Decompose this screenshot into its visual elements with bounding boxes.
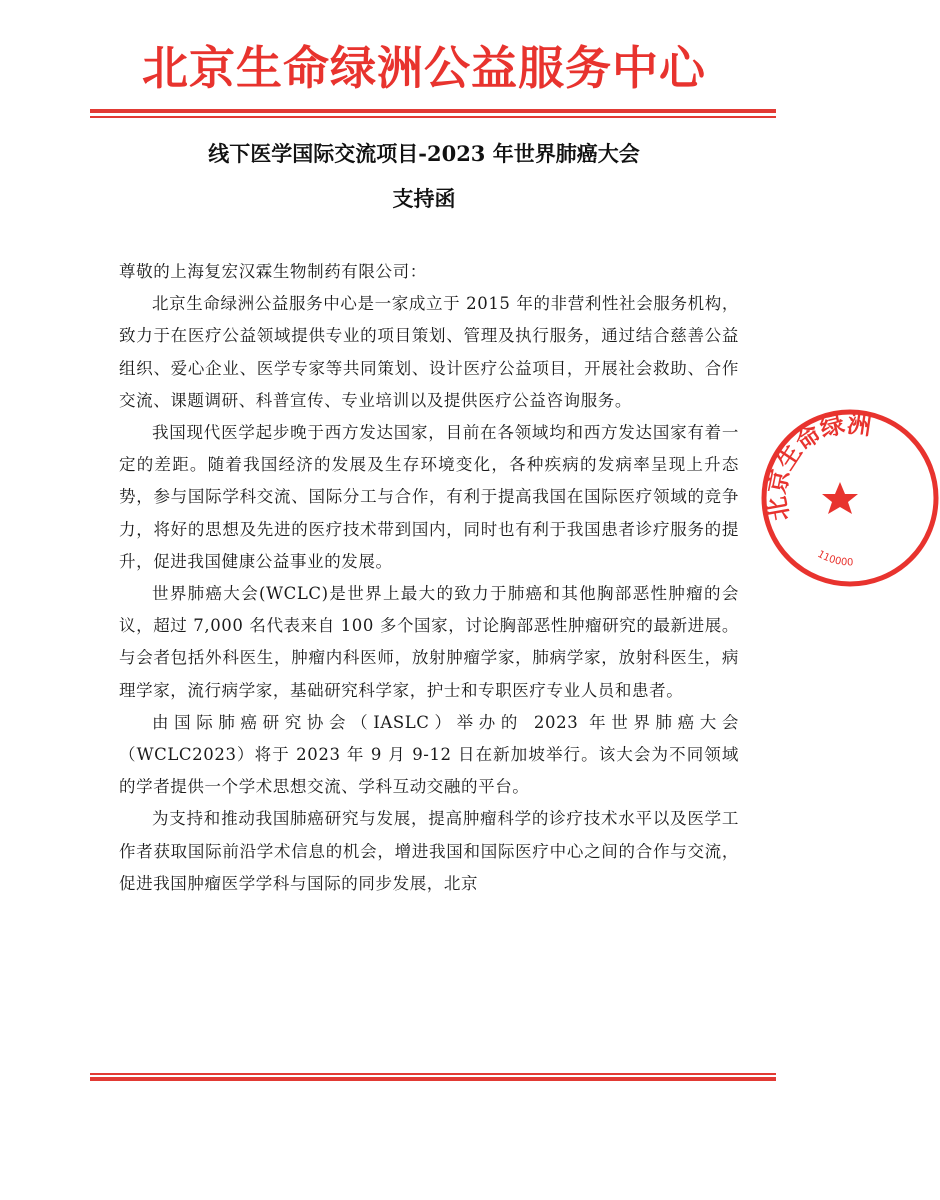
official-seal-stamp [760,408,940,588]
footer-rule-bottom [90,1077,776,1081]
document-title: 线下医学国际交流项目-2023 年世界肺癌大会 [208,141,640,166]
paragraph: 北京生命绿洲公益服务中心是一家成立于 2015 年的非营利性社会服务机构，致力于在医疗公益领域提供专业的项目策划、管理及执行服务，通过结合慈善公益组织、爱心企业、医学专家等共同策划、设计医疗公益项目，开展社会救助、合作交流、课题调研、科普宣传、专业培训以及提供医疗公益咨询服务。 [119,294,739,410]
paragraph: 为支持和推动我国肺癌研究与发展，提高肿瘤科学的诊疗技术水平以及医学工作者获取国际前沿学术信息的机会，增进我国和国际医疗中心之间的合作与交流，促进我国肿瘤医学学科与国际的同步发展，北京 [119,809,739,893]
paragraph: 由国际肺癌研究协会（IASLC）举办的 2023 年世界肺癌大会（WCLC2023）将于 2023 年 9 月 9-12 日在新加坡举行。该大会为不同领域的学者提供一个学术思想交流、学科互动交融的平台。 [119,712,739,797]
letterhead-rule-bottom [90,116,776,118]
document-subtitle: 支持函 [392,186,456,211]
paragraph: 世界肺癌大会(WCLC)是世界上最大的致力于肺癌和其他胸部恶性肿瘤的会议，超过 7,000 名代表来自 100 多个国家，讨论胸部恶性肿瘤研究的最新进展。与会者包括外科医生，肿瘤内科医师，放射肿瘤学家，肺病学家，放射科医生，病理学家，流行病学家，基础研究科学家，护士和专职医疗专业人员和患者。 [119,584,739,700]
letter-body [119,256,739,900]
seal-text: 北京生命绿洲 [762,409,874,523]
paragraph: 我国现代医学起步晚于西方发达国家，目前在各领域均和西方发达国家有着一定的差距。随着我国经济的发展及生存环境变化，各种疾病的发病率呈现上升态势，参与国际学科交流、国际分工与合作，有利于提高我国在国际医疗领域的竞争力，将好的思想及先进的医疗技术带到国内，同时也有利于我国患者诊疗服务的提升，促进我国健康公益事业的发展。 [119,423,739,571]
seal-code: 110000 [815,548,854,569]
salutation: 尊敬的上海复宏汉霖生物制药有限公司： [119,262,427,281]
letterhead-rule-top [90,109,776,113]
seal-star-icon [822,482,858,514]
letterhead-org-name: 北京生命绿洲公益服务中心 [142,41,706,95]
footer-rule-top [90,1073,776,1075]
